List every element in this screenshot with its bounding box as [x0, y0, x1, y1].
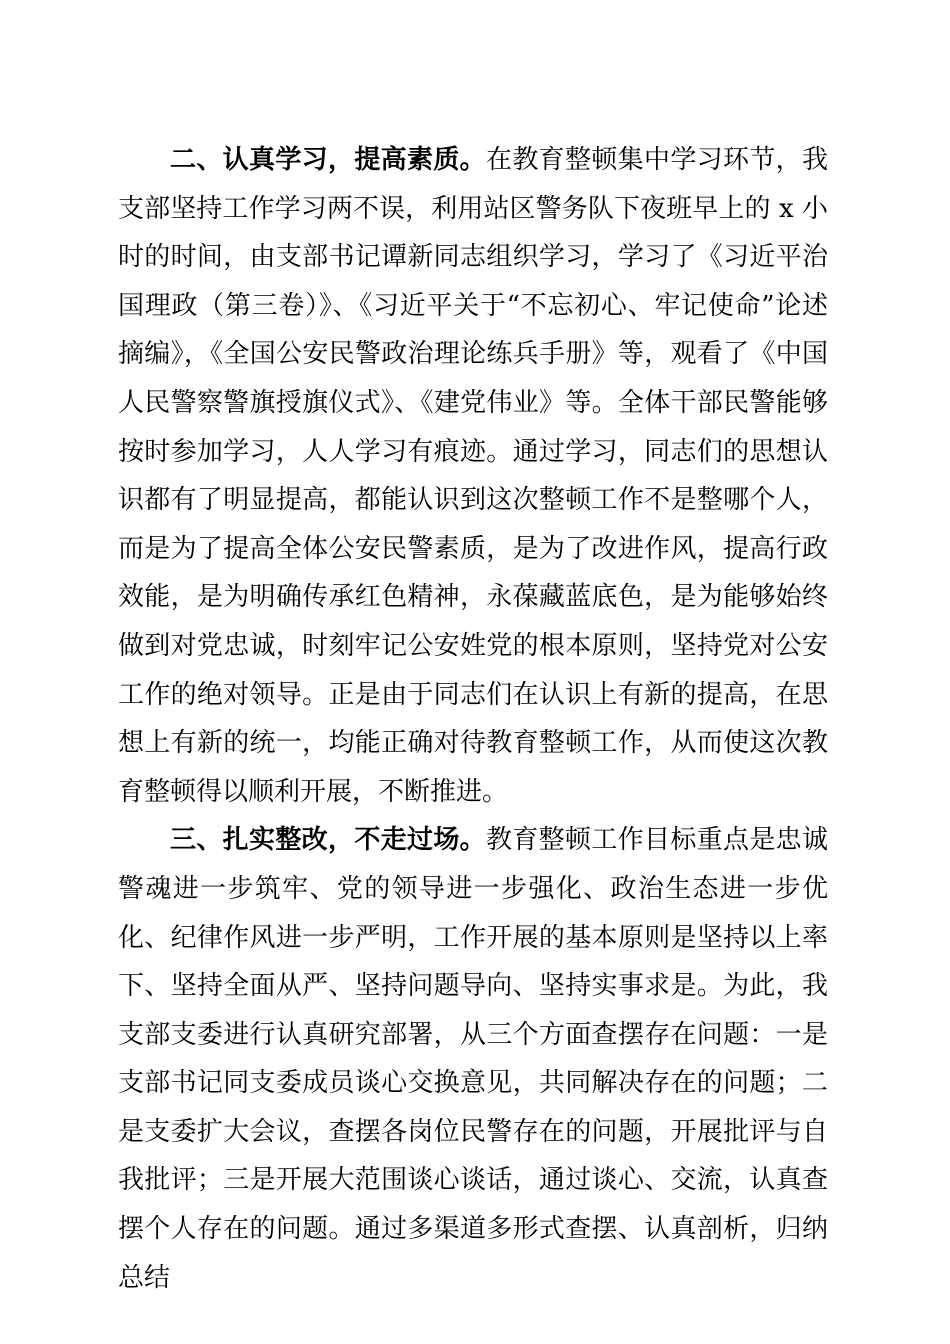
paragraph-text-rectify: 教育整顿工作目标重点是忠诚警魂进一步筑牢、党的领导进一步强化、政治生态进一步优化、纪律作风进一步严明，工作开展的基本原则是坚持以上率下、坚持全面从严、坚持问题导向、坚持实事求是。为此，我支部支委进行认真研究部署，从三个方面查摆存在问题：一是支部书记同支委成员谈心交换意见，共同解决存在的问题；二是支委扩大会议，查摆各岗位民警存在的问题，开展批评与自我批评；三是开展大范围谈心谈话，通过谈心、交流，认真查摆个人存在的问题。通过多渠道多形式查摆、认真剖析，归纳总结 [118, 825, 828, 1293]
paragraph-text-study: 在教育整顿集中学习环节，我支部坚持工作学习两不误，利用站区警务队下夜班早上的 x 小时的时间，由支部书记谭新同志组织学习，学习了《习近平治国理政（第三卷）》、《习近平关于“不忘初心、牢记使命”论述摘编》，《全国公安民警政治理论练兵手册》等，观看了《中国人民警察警旗授旗仪式》、《建党伟业》等。全体干部民警能够按时参加学习，人人学习有痕迹。通过学习，同志们的思想认识都有了明显提高，都能认识到这次整顿工作不是整哪个人，而是为了提高全体公安民警素质，是为了改进作风，提高行政效能，是为明确传承红色精神，永葆藏蓝底色，是为能够始终做到对党忠诚，时刻牢记公安姓党的根本原则，坚持党对公安工作的绝对领导。正是由于同志们在认识上有新的提高，在思想上有新的统一，均能正确对待教育整顿工作，从而使这次教育整顿得以顺利开展，不断推进。 [118, 145, 828, 807]
paragraph-rectify [118, 816, 828, 1302]
section-heading-study: 二、认真学习，提高素质。 [170, 145, 486, 175]
section-heading-rectify: 三、扎实整改，不走过场。 [170, 825, 486, 856]
document-body [118, 136, 828, 1302]
paragraph-study [118, 136, 828, 816]
